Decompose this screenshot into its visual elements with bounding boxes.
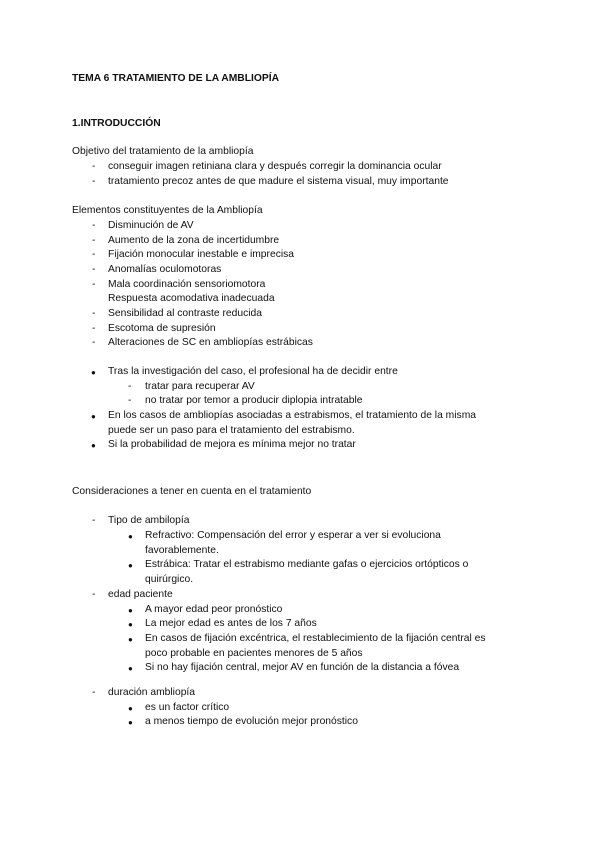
bullet-marker: ● (128, 635, 133, 644)
list-item: Anomalías oculomotoras (108, 264, 222, 275)
dash-marker: - (92, 176, 96, 187)
dash-marker: - (92, 279, 96, 290)
document-title: TEMA 6 TRATAMIENTO DE LA AMBLIOPÍA (72, 73, 280, 84)
list-item: quirúrgico. (145, 574, 194, 585)
bullet-marker: ● (128, 532, 133, 541)
list-item: duración ambliopía (108, 687, 196, 698)
list-item: favorablemente. (145, 545, 219, 556)
dash-marker: - (92, 249, 96, 260)
dash-marker: - (92, 220, 96, 231)
dash-marker: - (92, 323, 96, 334)
list-item: Escotoma de supresión (108, 323, 216, 334)
list-item: Tipo de ambilopía (108, 515, 190, 526)
bullet-marker: ● (128, 664, 133, 673)
list-item: es un factor crítico (145, 702, 230, 713)
dash-marker: - (92, 589, 96, 600)
bullet-marker: ● (91, 412, 96, 421)
list-item: Alteraciones de SC en ambliopías estrábicas (108, 337, 313, 348)
list-item: Disminución de AV (108, 220, 194, 231)
bullet-marker: ● (128, 606, 133, 615)
section-heading: 1.INTRODUCCIÓN (72, 118, 161, 129)
list-item: Estrábica: Tratar el estrabismo mediante gafas o ejercicios ortópticos o (145, 559, 469, 570)
considerations-heading: Consideraciones a tener en cuenta en el tratamiento (72, 486, 312, 497)
dash-marker: - (128, 381, 132, 392)
dash-marker: - (92, 515, 96, 526)
dash-marker: - (92, 264, 96, 275)
bullet-marker: ● (128, 620, 133, 629)
dash-marker: - (92, 161, 96, 172)
list-item: tratar para recuperar AV (145, 381, 255, 392)
list-item: tratamiento precoz antes de que madure el sistema visual, muy importante (108, 176, 449, 187)
list-item: puede ser un paso para el tratamiento del estrabismo. (108, 425, 355, 436)
list-item: Tras la investigación del caso, el profesional ha de decidir entre (108, 366, 398, 377)
elements-heading: Elementos constituyentes de la Ambliopía (72, 205, 263, 216)
dash-marker: - (92, 687, 96, 698)
bullet-marker: ● (128, 704, 133, 713)
list-item: Respuesta acomodativa inadecuada (108, 293, 275, 304)
dash-marker: - (128, 395, 132, 406)
list-item: Si la probabilidad de mejora es mínima mejor no tratar (108, 439, 356, 450)
list-item: edad paciente (108, 589, 173, 600)
list-item: En los casos de ambliopías asociadas a estrabismos, el tratamiento de la misma (108, 410, 477, 421)
list-item: no tratar por temor a producir diplopia intratable (145, 395, 363, 406)
dash-marker: - (92, 308, 96, 319)
list-item: La mejor edad es antes de los 7 años (145, 618, 317, 629)
objective-heading: Objetivo del tratamiento de la ambliopía (72, 146, 254, 157)
list-item: Aumento de la zona de incertidumbre (108, 235, 280, 246)
list-item: Sensibilidad al contraste reducida (108, 308, 262, 319)
list-item: poco probable en pacientes menores de 5 años (145, 648, 363, 659)
dash-marker: - (92, 337, 96, 348)
list-item: Si no hay fijación central, mejor AV en función de la distancia a fóvea (145, 662, 460, 673)
bullet-marker: ● (91, 441, 96, 450)
list-item: En casos de fijación excéntrica, el restablecimiento de la fijación central es (145, 633, 486, 644)
bullet-marker: ● (128, 561, 133, 570)
bullet-marker: ● (91, 368, 96, 377)
bullet-marker: ● (128, 718, 133, 727)
dash-marker: - (92, 235, 96, 246)
list-item: a menos tiempo de evolución mejor pronóstico (145, 716, 358, 727)
list-item: Mala coordinación sensoriomotora (108, 279, 266, 290)
list-item: A mayor edad peor pronóstico (145, 604, 283, 615)
list-item: Refractivo: Compensación del error y esperar a ver si evoluciona (145, 530, 441, 541)
list-item: conseguir imagen retiniana clara y después corregir la dominancia ocular (108, 161, 442, 172)
list-item: Fijación monocular inestable e imprecisa (108, 249, 295, 260)
